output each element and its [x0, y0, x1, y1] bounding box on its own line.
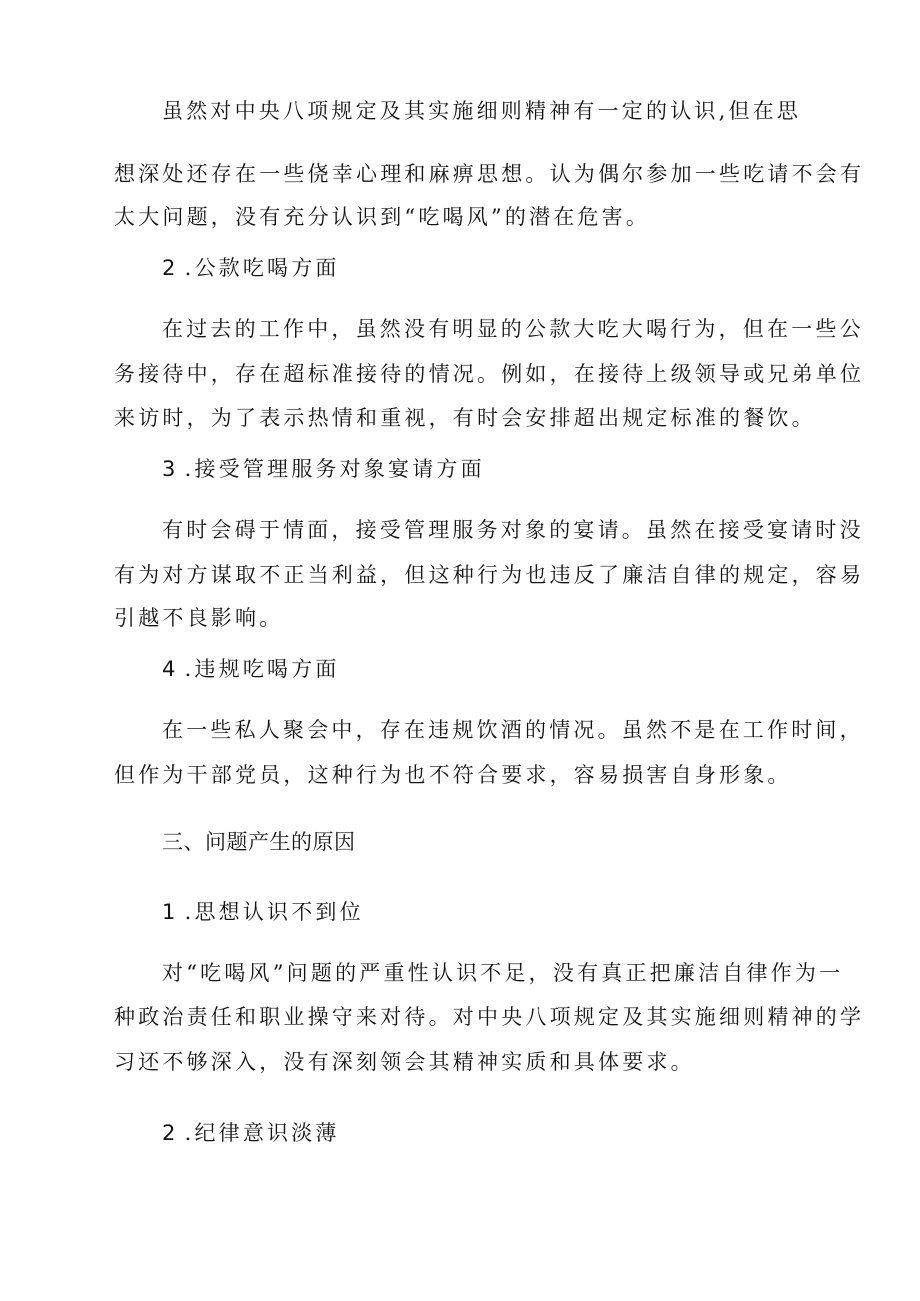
paragraph-line: 想深处还存在一些侥幸心理和麻痹思想。认为偶尔参加一些吃请不会有 [114, 162, 865, 186]
subheading-number: 2 [162, 256, 179, 280]
paragraph-line: 来访时，为了表示热情和重视，有时会安排超出规定标准的餐饮。 [114, 406, 816, 430]
subheading-banquets [162, 455, 485, 483]
paragraph-line: 务接待中，存在超标准接待的情况。例如，在接待上级领导或兄弟单位 [114, 362, 865, 386]
subheading-text: .思想认识不到位 [184, 900, 364, 924]
subheading-discipline [162, 1119, 340, 1147]
paragraph-line: 有时会碍于情面，接受管理服务对象的宴请。虽然在接受宴请时没 [162, 518, 864, 542]
subheading-number: 2 [162, 1121, 179, 1145]
paragraph-line: 习还不够深入，没有深刻领会其精神实质和具体要求。 [114, 1050, 695, 1074]
paragraph-line: 但作为干部党员，这种行为也不符合要求，容易损害自身形象。 [114, 763, 792, 787]
subheading-text: .违规吃喝方面 [184, 657, 340, 681]
subheading-violations [162, 655, 340, 683]
subheading-number: 1 [162, 900, 179, 924]
paragraph-line: 在过去的工作中，虽然没有明显的公款大吃大喝行为，但在一些公 [162, 317, 864, 341]
paragraph-line: 引越不良影响。 [114, 606, 284, 630]
paragraph-line: 对“吃喝风”问题的严重性认识不足，没有真正把廉洁自律作为一 [162, 961, 844, 985]
subheading-text: .纪律意识淡薄 [184, 1121, 340, 1145]
paragraph-line: 虽然对中央八项规定及其实施细则精神有一定的认识,但在思 [162, 99, 802, 123]
paragraph-line: 太大问题，没有充分认识到“吃喝风”的潜在危害。 [114, 205, 651, 229]
paragraph-line: 在一些私人聚会中，存在违规饮酒的情况。虽然不是在工作时间， [162, 718, 864, 742]
subheading-text: .接受管理服务对象宴请方面 [184, 457, 485, 481]
subheading-number: 4 [162, 657, 179, 681]
subheading-text: .公款吃喝方面 [184, 256, 340, 280]
subheading-awareness [162, 898, 364, 926]
subheading-public-funds [162, 254, 340, 282]
paragraph-line: 有为对方谋取不正当利益，但这种行为也违反了廉洁自律的规定，容易 [114, 563, 865, 587]
section-heading: 三、问题产生的原因 [162, 830, 356, 854]
paragraph-line: 种政治责任和职业操守来对待。对中央八项规定及其实施细则精神的学 [114, 1005, 865, 1029]
subheading-number: 3 [162, 457, 179, 481]
